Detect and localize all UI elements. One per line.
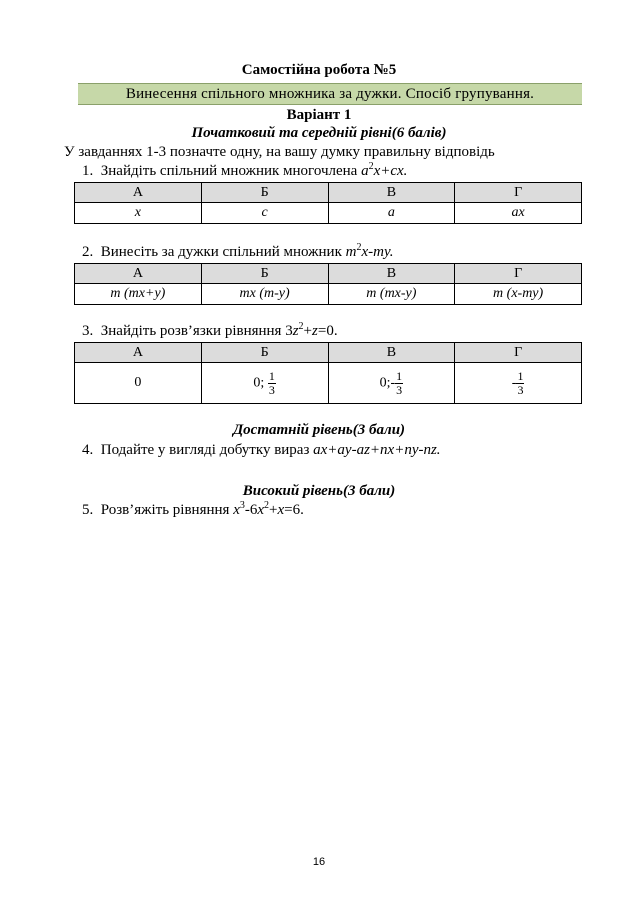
option-a-value: m (mx+y) xyxy=(75,284,202,305)
expr-part: z xyxy=(292,323,299,339)
expr-part: + xyxy=(303,323,313,339)
question-number: 1. xyxy=(82,163,94,179)
expr-part: + xyxy=(269,502,278,518)
option-c-value xyxy=(328,363,455,404)
option-a-header: А xyxy=(75,264,202,284)
option-a-value: 0 xyxy=(75,363,202,404)
question-text: Розв’яжіть рівняння xyxy=(100,502,234,518)
expr-exponent: 3 xyxy=(239,500,245,511)
level-3-heading: Високий рівень(3 бали) xyxy=(242,483,396,499)
option-b-header: Б xyxy=(201,183,328,203)
expr-part: =0. xyxy=(317,323,338,339)
question-4 xyxy=(82,441,441,459)
table-row xyxy=(75,284,582,305)
expr-part: =6. xyxy=(284,502,304,518)
question-text: Знайдіть розв’язки рівняння 3 xyxy=(100,323,293,339)
value-prefix: 0;- xyxy=(379,375,396,391)
level-1-heading: Початковий та середній рівні(6 балів) xyxy=(191,125,447,141)
option-b-header: Б xyxy=(201,343,328,363)
question-3 xyxy=(82,322,338,340)
option-d-value: ax xyxy=(455,203,582,224)
option-d-value: m (x-my) xyxy=(455,284,582,305)
worksheet-title: Самостійна робота №5 xyxy=(241,62,397,78)
expr-part: x xyxy=(257,502,265,518)
expr-exponent: 2 xyxy=(264,500,270,511)
table-header-row xyxy=(75,343,582,363)
fraction xyxy=(395,370,403,397)
option-c-value: a xyxy=(328,203,455,224)
option-a-header: А xyxy=(75,183,202,203)
value-prefix: 0; xyxy=(253,375,265,391)
option-b-value: c xyxy=(201,203,328,224)
question-text: Знайдіть спільний множник многочлена xyxy=(100,163,362,179)
topic-banner xyxy=(78,83,582,105)
option-c-header: В xyxy=(328,264,455,284)
expr-part: x+cx. xyxy=(373,163,408,179)
option-c-value: m (mx-y) xyxy=(328,284,455,305)
answer-table-2 xyxy=(74,263,582,305)
value-prefix: - xyxy=(511,375,517,391)
expr-part: -6 xyxy=(244,502,258,518)
option-a-value: x xyxy=(75,203,202,224)
variant-label: Варіант 1 xyxy=(286,107,352,123)
topic-text: Винесення спільного множника за дужки. Спосіб групування. xyxy=(125,86,535,102)
option-d-header: Г xyxy=(455,343,582,363)
table-header-row xyxy=(75,183,582,203)
option-b-value: mx (m-y) xyxy=(201,284,328,305)
question-number: 4. xyxy=(82,442,94,458)
expr-exponent: 2 xyxy=(368,161,374,172)
expr-part: x xyxy=(233,502,240,518)
question-number: 5. xyxy=(82,502,94,518)
table-row xyxy=(75,363,582,404)
page-number: 16 xyxy=(312,856,326,868)
option-b-header: Б xyxy=(201,264,328,284)
question-text: Винесіть за дужки спільний множник xyxy=(100,244,346,260)
expr-part: x-my. xyxy=(361,244,394,260)
instruction-text: У завданнях 1-3 позначте одну, на вашу думку правильну відповідь xyxy=(64,144,495,160)
answer-table-3 xyxy=(74,342,582,404)
expr-exponent: 2 xyxy=(356,242,362,253)
option-d-header: Г xyxy=(455,183,582,203)
table-header-row xyxy=(75,264,582,284)
denominator: 3 xyxy=(268,382,275,397)
question-5 xyxy=(82,501,304,519)
option-c-header: В xyxy=(328,183,455,203)
fraction xyxy=(268,370,276,397)
question-2 xyxy=(82,243,394,261)
fraction xyxy=(516,370,524,397)
question-number: 3. xyxy=(82,323,94,339)
question-text: Подайте у вигляді добутку вираз xyxy=(100,442,314,458)
expr-part: x xyxy=(277,502,285,518)
expr-part: a xyxy=(361,163,369,179)
option-c-header: В xyxy=(328,343,455,363)
denominator: 3 xyxy=(396,382,403,397)
expr-part: z xyxy=(312,323,318,339)
numerator: 1 xyxy=(517,368,524,383)
question-number: 2. xyxy=(82,244,94,260)
option-d-header: Г xyxy=(455,264,582,284)
option-d-value xyxy=(455,363,582,404)
table-row xyxy=(75,203,582,224)
question-1 xyxy=(82,162,407,180)
answer-table-1 xyxy=(74,182,582,224)
level-2-heading: Достатній рівень(3 бали) xyxy=(232,422,406,438)
expr-exponent: 2 xyxy=(298,321,304,332)
option-b-value xyxy=(201,363,328,404)
expr-part: ax+ay-az+nx+ny-nz. xyxy=(313,442,441,458)
option-a-header: А xyxy=(75,343,202,363)
expr-part: m xyxy=(345,244,357,260)
denominator: 3 xyxy=(517,382,524,397)
numerator: 1 xyxy=(396,368,403,383)
numerator: 1 xyxy=(268,368,275,383)
